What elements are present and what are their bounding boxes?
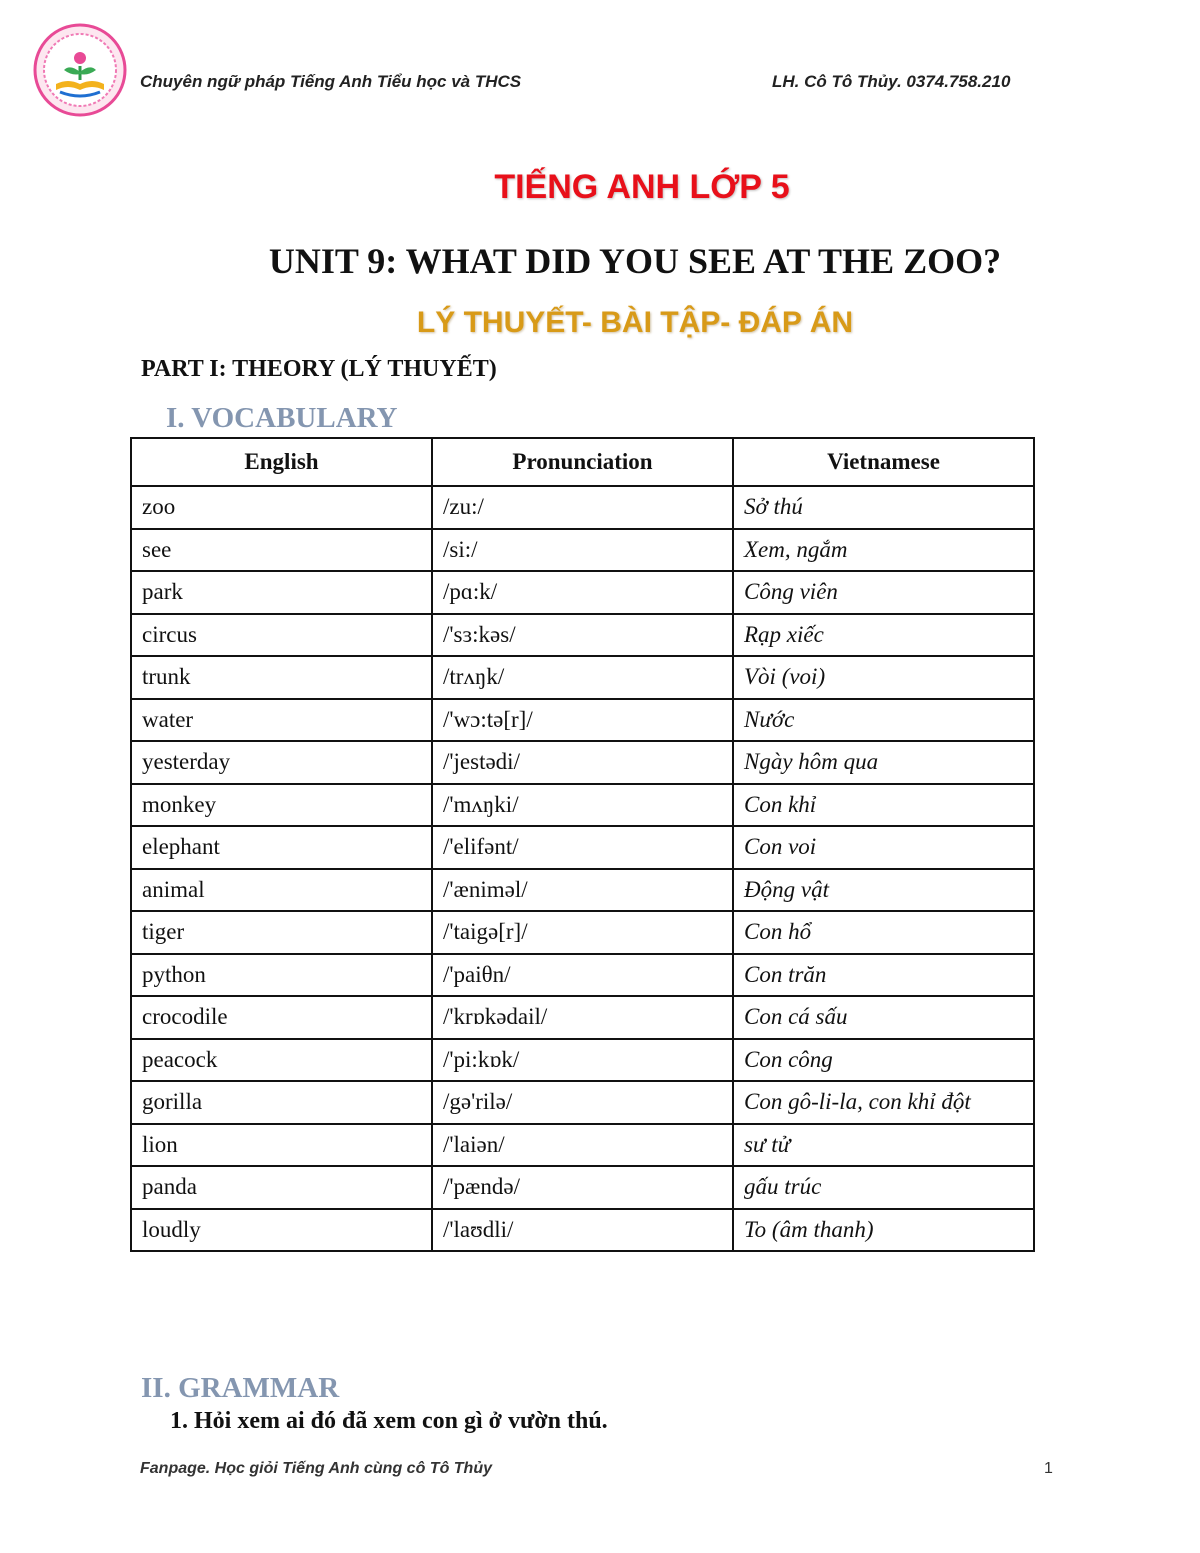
vietnamese-cell: sư tử bbox=[733, 1124, 1034, 1167]
table-row bbox=[131, 1209, 1034, 1252]
footer-fanpage: Fanpage. Học giỏi Tiếng Anh cùng cô Tô Thủy bbox=[140, 1460, 492, 1477]
english-cell: tiger bbox=[131, 911, 432, 954]
pronunciation-cell: /'pi:kɒk/ bbox=[432, 1039, 733, 1082]
pronunciation-cell: /gə'rilə/ bbox=[432, 1081, 733, 1124]
english-cell: panda bbox=[131, 1166, 432, 1209]
english-cell: zoo bbox=[131, 486, 432, 529]
header-contact: LH. Cô Tô Thủy. 0374.758.210 bbox=[772, 72, 1011, 91]
vietnamese-cell: Con công bbox=[733, 1039, 1034, 1082]
column-header-english: English bbox=[131, 438, 432, 486]
english-cell: python bbox=[131, 954, 432, 997]
column-header-pronunciation: Pronunciation bbox=[432, 438, 733, 486]
document-subtitle: LÝ THUYẾT- BÀI TẬP- ĐÁP ÁN bbox=[416, 306, 854, 339]
table-row bbox=[131, 911, 1034, 954]
table-row bbox=[131, 529, 1034, 572]
vietnamese-cell: Sở thú bbox=[733, 486, 1034, 529]
table-row bbox=[131, 784, 1034, 827]
english-cell: park bbox=[131, 571, 432, 614]
vietnamese-cell: Ngày hôm qua bbox=[733, 741, 1034, 784]
table-row bbox=[131, 869, 1034, 912]
table-row bbox=[131, 656, 1034, 699]
table-row bbox=[131, 954, 1034, 997]
table-row bbox=[131, 1081, 1034, 1124]
table-header-row bbox=[131, 438, 1034, 486]
table-row bbox=[131, 614, 1034, 657]
pronunciation-cell: /'jestədi/ bbox=[432, 741, 733, 784]
english-cell: animal bbox=[131, 869, 432, 912]
table-row bbox=[131, 741, 1034, 784]
column-header-vietnamese: Vietnamese bbox=[733, 438, 1034, 486]
pronunciation-cell: /'laʊdli/ bbox=[432, 1209, 733, 1252]
english-cell: water bbox=[131, 699, 432, 742]
vietnamese-cell: Động vật bbox=[733, 869, 1034, 912]
school-logo-icon bbox=[30, 22, 130, 118]
vietnamese-cell: Xem, ngắm bbox=[733, 529, 1034, 572]
english-cell: crocodile bbox=[131, 996, 432, 1039]
vietnamese-cell: Con voi bbox=[733, 826, 1034, 869]
vietnamese-cell: Công viên bbox=[733, 571, 1034, 614]
vocabulary-table bbox=[130, 437, 1035, 1252]
pronunciation-cell: /'wɔ:tə[r]/ bbox=[432, 699, 733, 742]
pronunciation-cell: /'æniməl/ bbox=[432, 869, 733, 912]
vietnamese-cell: Vòi (voi) bbox=[733, 656, 1034, 699]
header-subject: Chuyên ngữ pháp Tiếng Anh Tiểu học và THCS bbox=[140, 72, 522, 91]
pronunciation-cell: /'paiθn/ bbox=[432, 954, 733, 997]
table-row bbox=[131, 699, 1034, 742]
pronunciation-cell: /'sɜ:kəs/ bbox=[432, 614, 733, 657]
english-cell: circus bbox=[131, 614, 432, 657]
table-row bbox=[131, 826, 1034, 869]
part-heading: PART I: THEORY (LÝ THUYẾT) bbox=[141, 356, 497, 382]
pronunciation-cell: /'pændə/ bbox=[432, 1166, 733, 1209]
pronunciation-cell: /'taigə[r]/ bbox=[432, 911, 733, 954]
english-cell: loudly bbox=[131, 1209, 432, 1252]
table-row bbox=[131, 571, 1034, 614]
vietnamese-cell: Nước bbox=[733, 699, 1034, 742]
vietnamese-cell: Con khỉ bbox=[733, 784, 1034, 827]
document-title: TIẾNG ANH LỚP 5 bbox=[494, 168, 790, 206]
pronunciation-cell: /trʌŋk/ bbox=[432, 656, 733, 699]
pronunciation-cell: /zu:/ bbox=[432, 486, 733, 529]
pronunciation-cell: /'krɒkədail/ bbox=[432, 996, 733, 1039]
unit-title: UNIT 9: WHAT DID YOU SEE AT THE ZOO? bbox=[268, 241, 1002, 281]
grammar-item: 1. Hỏi xem ai đó đã xem con gì ở vườn thú. bbox=[170, 1408, 608, 1434]
table-row bbox=[131, 1124, 1034, 1167]
table-row bbox=[131, 1166, 1034, 1209]
grammar-heading: II. GRAMMAR bbox=[141, 1372, 340, 1404]
english-cell: see bbox=[131, 529, 432, 572]
english-cell: yesterday bbox=[131, 741, 432, 784]
vietnamese-cell: Con cá sấu bbox=[733, 996, 1034, 1039]
pronunciation-cell: /'laiən/ bbox=[432, 1124, 733, 1167]
vietnamese-cell: Con gô-li-la, con khỉ đột bbox=[733, 1081, 1034, 1124]
vietnamese-cell: Con trăn bbox=[733, 954, 1034, 997]
english-cell: lion bbox=[131, 1124, 432, 1167]
table-row bbox=[131, 996, 1034, 1039]
vietnamese-cell: To (âm thanh) bbox=[733, 1209, 1034, 1252]
pronunciation-cell: /'elifənt/ bbox=[432, 826, 733, 869]
vietnamese-cell: Con hổ bbox=[733, 911, 1034, 954]
pronunciation-cell: /si:/ bbox=[432, 529, 733, 572]
english-cell: trunk bbox=[131, 656, 432, 699]
table-row bbox=[131, 486, 1034, 529]
english-cell: gorilla bbox=[131, 1081, 432, 1124]
vietnamese-cell: Rạp xiếc bbox=[733, 614, 1034, 657]
english-cell: elephant bbox=[131, 826, 432, 869]
pronunciation-cell: /'mʌŋki/ bbox=[432, 784, 733, 827]
vocabulary-heading: I. VOCABULARY bbox=[166, 402, 398, 434]
page-number: 1 bbox=[1044, 1460, 1053, 1477]
table-row bbox=[131, 1039, 1034, 1082]
pronunciation-cell: /pɑ:k/ bbox=[432, 571, 733, 614]
english-cell: peacock bbox=[131, 1039, 432, 1082]
vietnamese-cell: gấu trúc bbox=[733, 1166, 1034, 1209]
english-cell: monkey bbox=[131, 784, 432, 827]
